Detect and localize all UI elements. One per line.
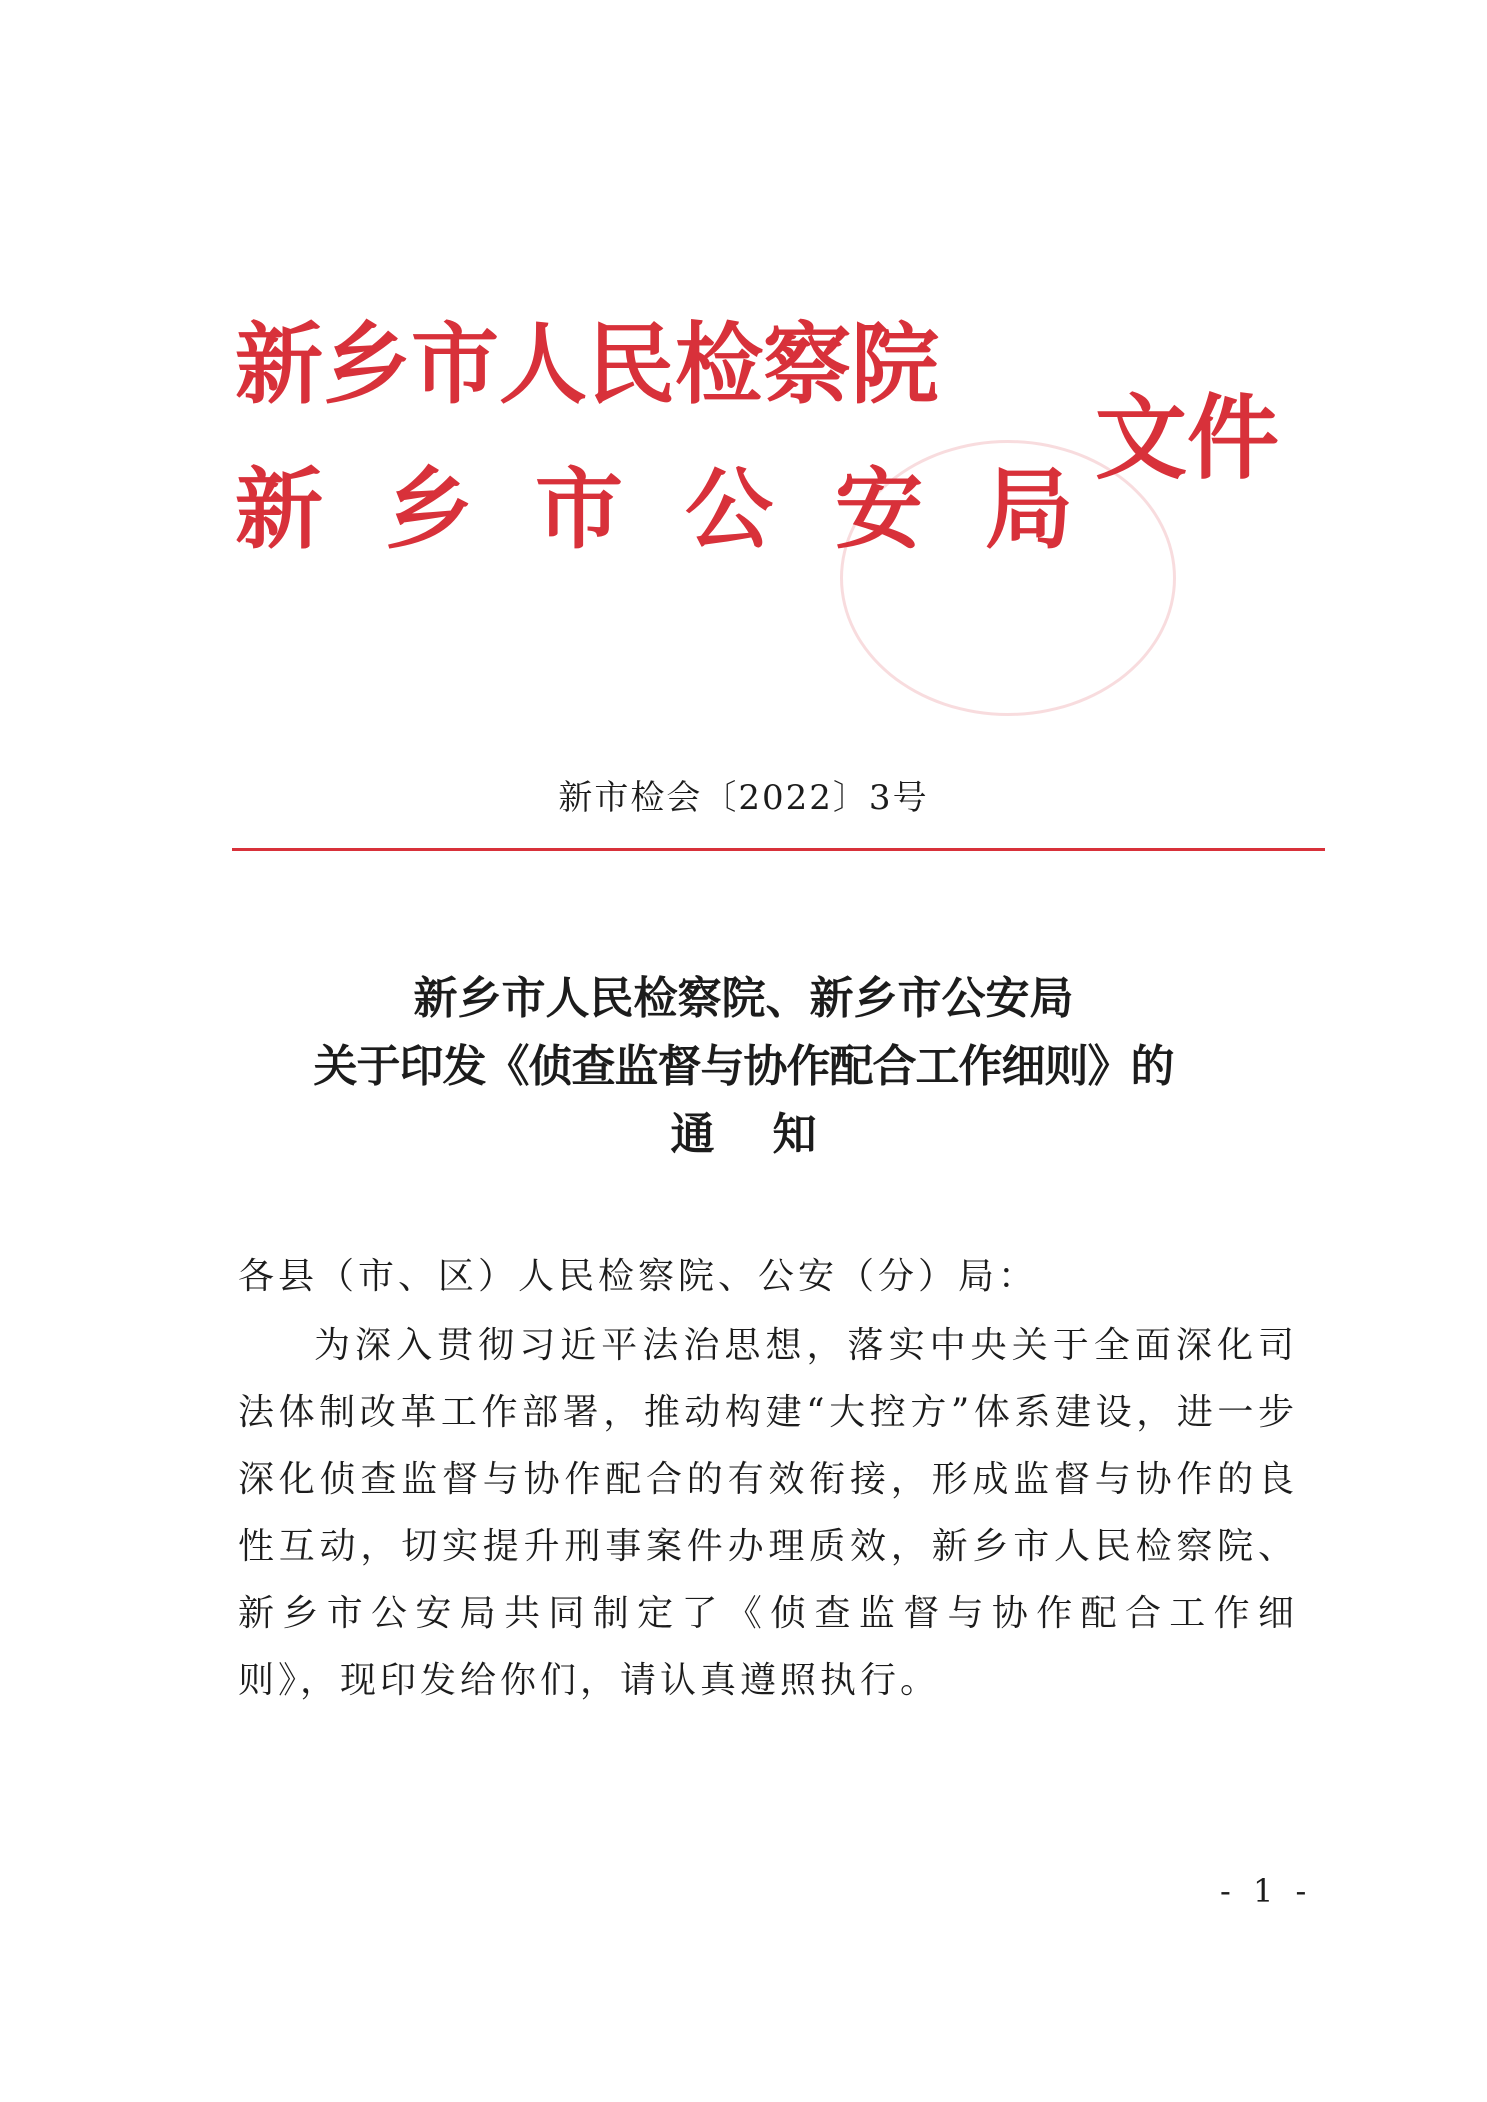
red-divider-line — [232, 848, 1325, 851]
title-line-1: 新乡市人民检察院、新乡市公安局 — [413, 973, 1074, 1024]
body-paragraph: 为深入贯彻习近平法治思想，落实中央关于全面深化司法体制改革工作部署，推动构建“大控方”体系建设，进一步深化侦查监督与协作配合的有效衔接，形成监督与协作的良性互动，切实提升刑事案件办理质效，新乡市人民检察院、新乡市公安局共同制定了《侦查监督与协作配合工作细则》，现印发给你们，请认真遵照执行。 — [238, 1325, 1298, 1701]
title-line-2: 关于印发《侦查监督与协作配合工作细则》的 — [313, 1041, 1174, 1092]
page-number: - 1 - — [1220, 1872, 1313, 1910]
title-line-3: 通知 — [670, 1109, 875, 1160]
issuer-public-security-bureau: 新乡市公安局 — [235, 457, 1136, 561]
issuer-procuratorate: 新乡市人民检察院 — [235, 312, 940, 416]
official-seal-stamp — [840, 440, 1176, 716]
document-header — [235, 285, 1335, 585]
salutation: 各县（市、区）人民检察院、公安（分）局： — [238, 1256, 1039, 1297]
document-type-label: 文件 — [1095, 384, 1280, 492]
document-number: 新市检会〔2022〕3号 — [558, 778, 929, 818]
